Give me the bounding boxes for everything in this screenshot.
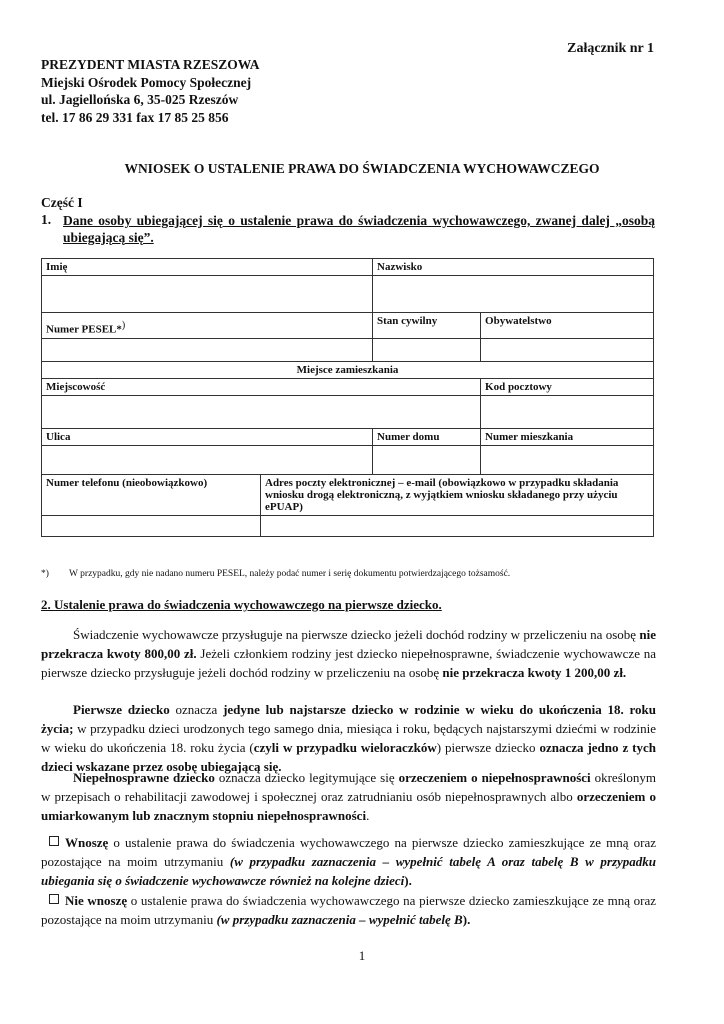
emphasis-run: (w przypadku zaznaczenia – wypełnić tabelę B xyxy=(216,912,463,927)
text-run: określonym w przepisach o rehabilitacji zawodowej i społecznej oraz zatrudnianiu osób niepełnosprawnych albo xyxy=(41,770,656,804)
footnote-text: W przypadku, gdy nie nadano numeru PESEL, należy podać numer i serię dokumentu potwierdzającego tożsamość. xyxy=(69,569,511,579)
marital-status-field[interactable] xyxy=(373,339,481,362)
first-name-label: Imię xyxy=(42,259,373,276)
street-label: Ulica xyxy=(42,429,373,446)
residence-header: Miejsce zamieszkania xyxy=(42,362,654,379)
emphasis-run: jedyne lub najstarsze dziecko w rodzinie w wieku do ukończenia 18. roku życia; xyxy=(41,702,656,736)
header-line-phone: tel. 17 86 29 331 fax 17 85 25 856 xyxy=(41,109,229,125)
text-run: . xyxy=(366,808,370,823)
emphasis-run: oznacza jedno z tych dzieci wskazane przez osobę ubiegającą się. xyxy=(41,740,656,774)
postal-code-field[interactable] xyxy=(481,396,654,429)
text-run: w przypadku dzieci urodzonych tego samego dnia, miesiąca i roku, będących najstarszymi dziećmi w rodzinie w wieku do ukończenia 18. roku życia ( xyxy=(41,721,656,755)
footnote-mark: *) xyxy=(41,569,49,579)
text-run: Jeżeli członkiem rodziny jest dziecko niepełnosprawne, świadczenie wychowawcze na pierwsze dziecko przysługuje jeżeli dochód rodziny w przeliczeniu na osobę xyxy=(41,646,656,680)
text-run: o ustalenie prawa do świadczenia wychowawczego na pierwsze dziecko zamieszkujące ze mną oraz pozostające na moim utrzymaniu xyxy=(41,835,656,869)
street-field[interactable] xyxy=(42,446,373,475)
first-child-definition-paragraph xyxy=(41,700,656,776)
part-label: Część I xyxy=(41,195,83,210)
apply-checkbox[interactable] xyxy=(49,836,59,846)
section2-heading: 2. Ustalenie prawa do świadczenia wychowawczego na pierwsze dziecko. xyxy=(41,597,442,612)
header-line-office: PREZYDENT MIASTA RZESZOWA xyxy=(41,57,260,72)
disabled-child-definition-paragraph xyxy=(41,768,656,825)
emphasis-run: Nie wnoszę xyxy=(65,893,128,908)
phone-field[interactable] xyxy=(42,516,261,537)
postal-code-label: Kod pocztowy xyxy=(481,379,654,396)
emphasis-run: Pierwsze dziecko xyxy=(73,702,170,717)
text-run: oznacza xyxy=(169,702,224,717)
apartment-number-label: Numer mieszkania xyxy=(481,429,654,446)
page-number: 1 xyxy=(358,948,366,963)
document-title: WNIOSEK O USTALENIE PRAWA DO ŚWIADCZENIA WYCHOWAWCZEGO xyxy=(124,161,600,176)
city-label: Miejscowość xyxy=(42,379,481,396)
emphasis-run: Wnoszę xyxy=(65,835,109,850)
income-threshold-paragraph xyxy=(41,625,656,682)
marital-status-label-cell: Stan cywilny xyxy=(373,313,481,339)
section1-heading: Dane osoby ubiegającej się o ustalenie prawa do świadczenia wychowawczego, zwanej dalej „osobą ubiegającą się”. xyxy=(63,213,655,245)
emphasis-run: nie przekracza kwoty 1 200,00 zł. xyxy=(442,665,627,680)
last-name-field[interactable] xyxy=(373,276,654,313)
house-number-field[interactable] xyxy=(373,446,481,475)
emphasis-run: (w przypadku zaznaczenia – wypełnić tabelę A oraz tabelę B w przypadku ubiegania się o świadczenie wychowawcze również na kolejne dzieci xyxy=(41,854,657,888)
emphasis-run: ). xyxy=(404,873,412,888)
first-name-field[interactable] xyxy=(42,276,373,313)
pesel-label-text: Numer PESEL* xyxy=(46,324,122,336)
applicant-data-table xyxy=(41,258,654,537)
apartment-number-field[interactable] xyxy=(481,446,654,475)
text-run: Świadczenie wychowawcze przysługuje na pierwsze dziecko jeżeli dochód rodziny w przeliczeniu na osobę xyxy=(73,627,640,642)
emphasis-run: czyli w przypadku wieloraczków xyxy=(253,740,437,755)
option-not-apply xyxy=(41,891,656,929)
email-field[interactable] xyxy=(261,516,654,537)
attachment-label: Załącznik nr 1 xyxy=(567,41,654,56)
emphasis-run: Niepełnosprawne dziecko xyxy=(73,770,215,785)
citizenship-field[interactable] xyxy=(481,339,654,362)
citizenship-label: Obywatelstwo xyxy=(481,313,654,339)
office-header xyxy=(41,56,260,126)
header-line-address: ul. Jagiellońska 6, 35-025 Rzeszów xyxy=(41,92,239,107)
last-name-label: Nazwisko xyxy=(373,259,654,276)
city-field[interactable] xyxy=(42,396,481,429)
not-apply-checkbox[interactable] xyxy=(49,894,59,904)
footnote xyxy=(41,569,510,579)
pesel-label xyxy=(42,313,373,339)
section1-number: 1. xyxy=(41,212,52,227)
house-number-label: Numer domu xyxy=(373,429,481,446)
emphasis-run: nie przekracza kwoty 800,00 zł. xyxy=(41,627,656,661)
text-run: o ustalenie prawa do świadczenia wychowawczego na pierwsze dziecko zamieszkujące ze mną oraz pozostające na moim utrzymaniu xyxy=(41,893,656,927)
emphasis-run: ). xyxy=(462,912,471,927)
text-run: oznacza dziecko legitymujące się xyxy=(214,770,399,785)
email-label: Adres poczty elektronicznej – e-mail (obowiązkowo w przypadku składania wniosku drogą elektroniczną, z wyjątkiem wniosku składanego przy użyciu ePUAP) xyxy=(261,475,654,516)
pesel-field[interactable] xyxy=(42,339,373,362)
option-apply xyxy=(41,833,656,890)
emphasis-run: orzeczeniem o umiarkowanym lub znacznym stopniu niepełnosprawności xyxy=(41,789,656,823)
emphasis-run: orzeczeniem o niepełnosprawności xyxy=(398,770,591,785)
pesel-footnote-mark: ) xyxy=(121,320,126,332)
header-line-institution: Miejski Ośrodek Pomocy Społecznej xyxy=(41,74,252,90)
phone-label: Numer telefonu (nieobowiązkowo) xyxy=(42,475,261,516)
text-run: ) pierwsze dziecko xyxy=(436,740,540,755)
